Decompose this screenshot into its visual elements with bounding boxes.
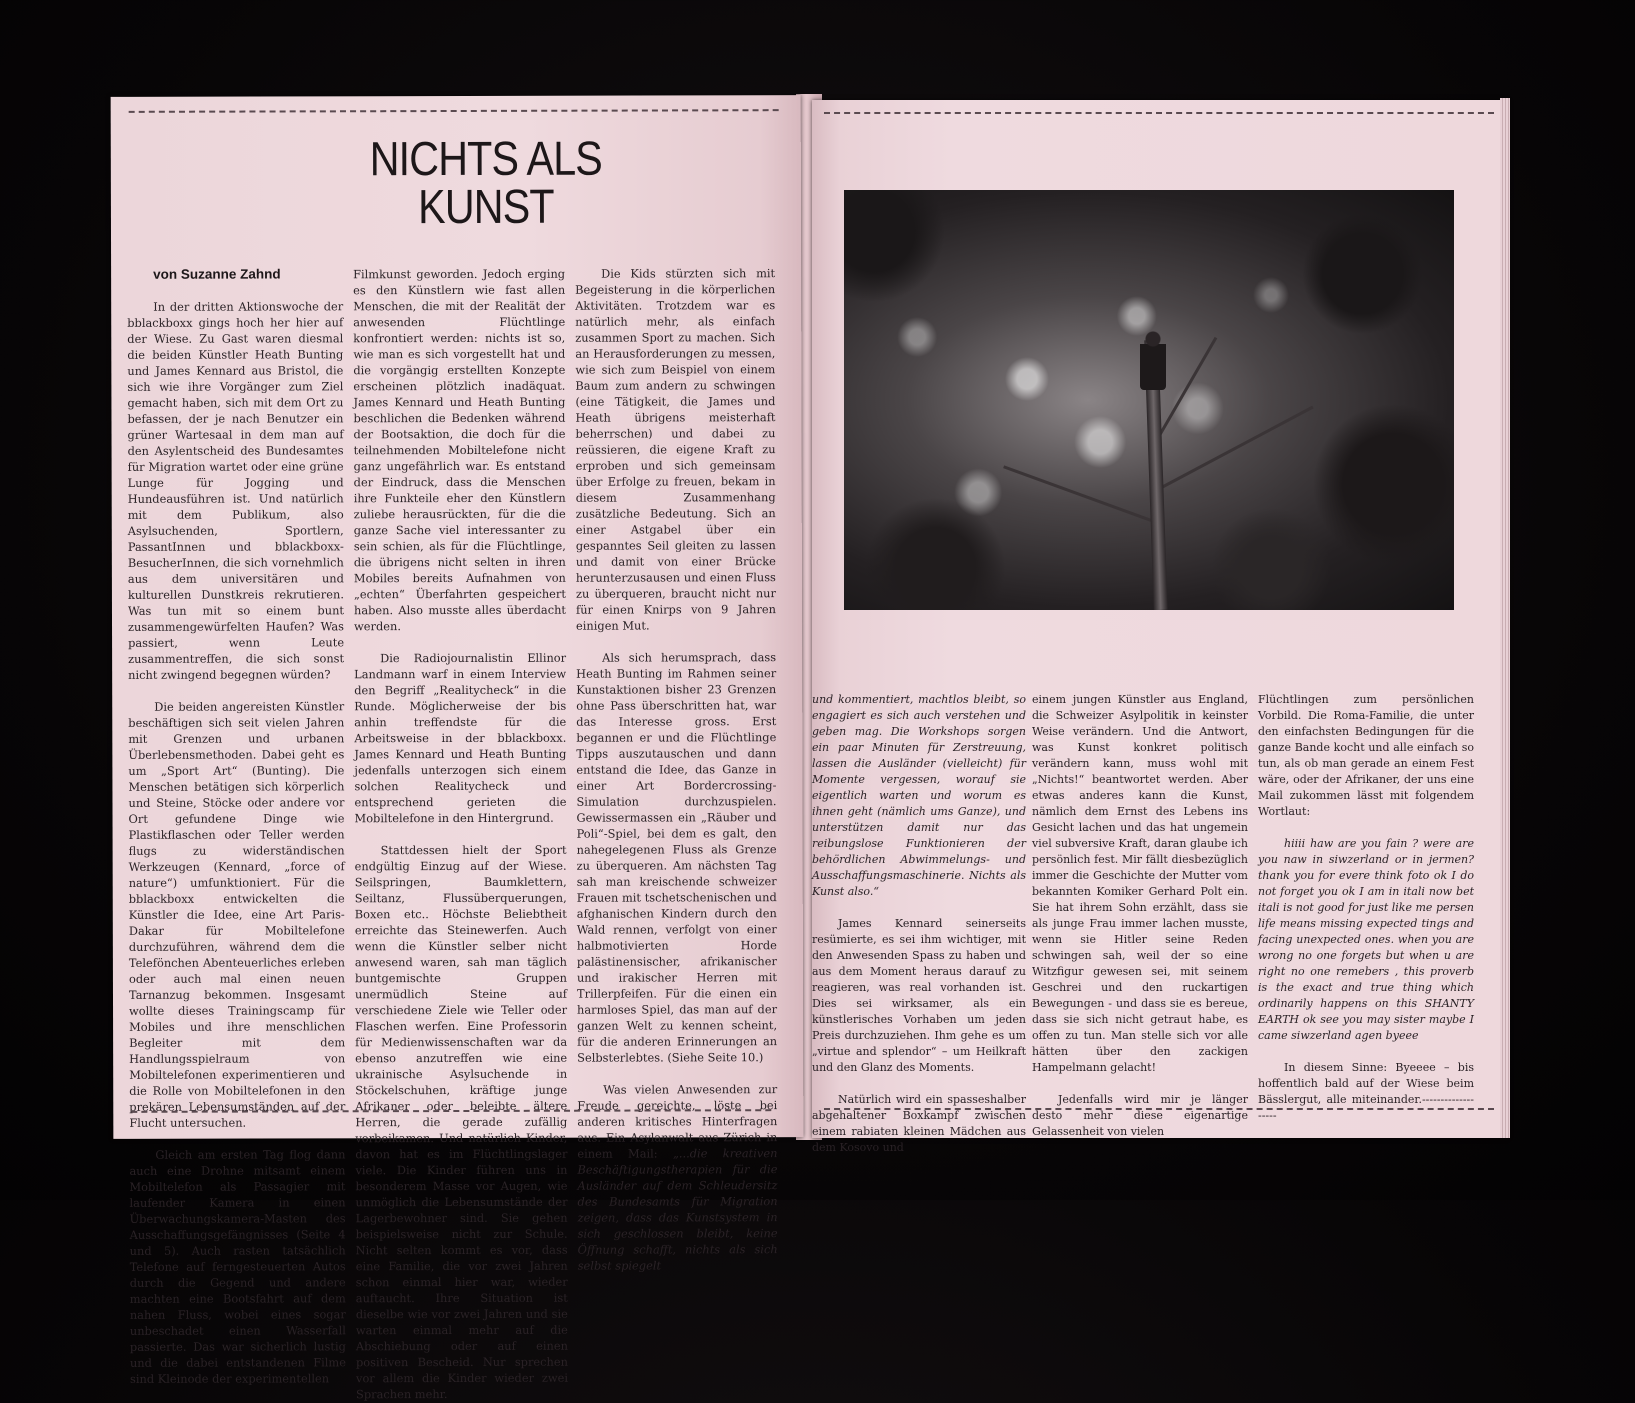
right-column-1 [812, 692, 1026, 1156]
quoted-mail: hiiii haw are you fain ? were are you naw in siwzerland or in jermen? thank you for evere think foto ok I do not forget you ok I am in itali now bet itali is not good for just like me persen life means missing expected tings and facing unexpected ones. when you are wrong no one forgets but when u are right no one remebers , this proverb is the exact and true thing which ordinarily happens on this SHANTY EARTH ok see you may sister maybe I came siwzerland agen byeee [1258, 837, 1474, 1042]
author-byline: von Suzanne Zahnd [153, 266, 281, 282]
article-title [301, 132, 671, 235]
quote-continuation: und kommentiert, machtlos bleibt, so engagiert es sich auch verstehen und geben mag. Die Workshops sorgen ein paar Minuten für Zerstreuung, lassen die Ausländer (vielleicht) für Momente vergessen, worauf sie eigentlich warten und worum es ihnen geht (nämlich ums Ganze), und unterstützen damit nur das reibungslose Funktionieren der behördlichen Abwimmelungs- und Ausschaffungsmaschinerie. Nichts als Kunst also.“ [812, 693, 1026, 898]
paragraph: Jedenfalls wird mir je länger desto mehr diese eigenartige Gelassenheit von vielen [1032, 1093, 1248, 1138]
photo-climbing-child [1140, 330, 1166, 390]
paragraph: Stattdessen hielt der Sport endgültig Einzug auf der Wiese. Seilspringen, Baumklettern, Seiltanz, Flussüberquerungen, Boxen etc.. Höchste Beliebtheit erreichte das Steinewerfen. Auch wenn die Künstler selber nicht anwesend waren, sah man täglich buntgemischte Gruppen unermüdlich Steine auf verschiedene Ziele wie Teller oder Flaschen werfen. Eine Professorin für Medienwissenschaften war da ebenso anzutreffen wie eine ukrainische Asylsuchende in Stöckelschuhen, kräftige junge Afrikaner oder beleibte ältere Herren, die gerade zufällig vorbeikamen. Und natürlich Kinder, davon hat es im Flüchtlingslager viele. Die Kinder führen uns in besonderem Masse vor Augen, wie unmöglich die Lebensumstände der Lagerbewohner sind. Sie gehen beispielsweise nicht zur Schule. Nicht selten kommt es vor, dass eine Familie, die vor zwei Jahren schon einmal hier war, wieder auftaucht. Ihre Situation ist dieselbe wie vor zwei Jahren und sie warten einmal mehr auf die Abschiebung oder auf einen positiven Bescheid. Nur sprechen vor allem die Kinder wieder zwei Sprachen mehr. [354, 842, 569, 1402]
quote-intro: Was vielen Anwesenden zur Freude gereichte, löste bei anderen kritisches Hinterfragen aus. Ein Asylanwalt aus Zürich in einem Mail: [577, 1082, 778, 1161]
left-column-3 [575, 265, 778, 1274]
left-column-2 [353, 266, 568, 1403]
paragraph: Die Kids stürzten sich mit Begeisterung in die körperlichen Aktivitäten. Trotzdem war es natürlich mehr, als einfach zusammen Sport zu machen. Sich an Herausforderungen zu messen, wie sich zum Beispiel von einem Baum zum andern zu schwingen (eine Tätigkeit, die James und Heath übrigens meisterhaft beherrschen) und dabei zu reüssieren, die eigene Kraft zu erproben und sich gemeinsam über Erfolge zu freuen, bekam in diesem Zusammenhang zusätzliche Bedeutung. Sich an einer Astgabel über ein gespanntes Seil gleiten zu lassen und damit von einer Brücke herunterzusausen und einen Fluss zu überqueren, braucht nicht nur für einen Knirps von 9 Jahren einigen Mut. [575, 266, 776, 633]
paragraph: James Kennard seinerseits resümierte, es sei ihm wichtiger, mit den Anwesenden Spass zu haben und aus dem Moment heraus darauf zu reagieren, was real vorhanden ist. Dies sei wirksamer, als ein künstlerisches Vorhaben um jeden Preis durchzuziehen. Ihm gehe es um „virtue and splendor“ – um Heilkraft und den Glanz des Moments. [812, 917, 1026, 1074]
closing-paragraph: In diesem Sinne: Byeeee – bis hoffentlich bald auf der Wiese beim Bässlergut, alle miteinander.------------------- [1258, 1061, 1474, 1122]
paragraph: Als sich herumsprach, dass Heath Bunting im Rahmen seiner Kunstaktionen bisher 23 Grenzen ohne Pass überschritten hat, war das Interesse gross. Erst begannen er und die Flüchtlinge Tipps auszutauschen und dann entstand die Idee, das Ganze in einer Art Bordercrossing-Simulation durchzuspielen. Gewissermassen ein „Räuber und Poli“-Spiel, bei dem es galt, den nahegelegenen Fluss als Grenze zu überqueren. Am nächsten Tag sah man kreischende schweizer Frauen mit tschetschenischen und afghanischen Kindern durch den Wald rennen, verfolgt von einer halbmotivierten Horde palästinensischer, afrikanischer und irakischer Herren mit Trillerpfeifen. Für die einen ein harmloses Spiel, das man auf der ganzen Welt zu kennen scheint, für die anderen Erinnerungen an Selbsterlebtes. (Siehe Seite 10.) [576, 650, 778, 1065]
title-line-1: NICHTS ALS [369, 132, 602, 187]
paragraph: Natürlich wird ein spasseshalber abgehaltener Boxkampf zwischen einem rabiaten kleinen Mädchen aus dem Kosovo und [812, 1093, 1026, 1154]
quote-italic: „...die kreativen Beschäftigungstherapien für die Ausländer auf dem Schleudersitz des Bundesamts für Migration zeigen, dass das Kunstsystem in sich geschlossen bleibt, keine Öffnung schafft, nichts als sich selbst spiegelt [577, 1146, 778, 1273]
paragraph: Die Radiojournalistin Ellinor Landmann warf in einem Interview den Begriff „Realitycheck“ in die Runde. Möglicherweise der bis anhin treffendste für die Arbeitsweise in der bblackboxx. James Kennard und Heath Bunting jedenfalls unterzogen sich einem solchen Realitycheck und entsprechend gerieten die Mobiltelefone in den Hintergrund. [354, 650, 567, 826]
title-line-2: KUNST [418, 180, 554, 235]
top-dashed-rule [824, 112, 1494, 114]
paragraph: Die beiden angereisten Künstler beschäftigen sich seit vielen Jahren mit Grenzen und urbanen Überlebensmethoden. Dabei geht es um „Sport Art“ (Bunting). Die Menschen betätigen sich körperlich und Steine, Stöcke oder andere vor Ort gefundene Dinge wie Plastikflaschen oder Teller werden flugs zu widerständischen Werkzeugen (Kennard, „force of nature“) umfunktioniert. Für die bblackboxx entwickelten die Künstler die Idee, eine Art Paris-Dakar für Mobiltelefone durchzuführen, während dem die Telefönchen Abenteuerliches erleben oder auch mal einen neuen Tarnanzug bekommen. Insgesamt wollte dieses Trainingscamp für Mobiles und ihre menschlichen Begleiter mit dem Handlungsspielraum von Mobiltelefonen experimentieren und die Rolle von Mobiltelefonen in den prekären Lebensumständen auf der Flucht untersuchen. [128, 699, 346, 1130]
top-dashed-rule [129, 109, 779, 113]
paragraph: einem jungen Künstler aus England, die Schweizer Asylpolitik in keinster Weise verändern. Und die Antwort, was Kunst konkret politisch verändern kann, muss wohl mit „Nichts!“ beantwortet werden. Aber etwas anderes kann die Kunst, nämlich dem Ernst des Lebens ins Gesicht lachen und das hat ungemein viel subversive Kraft, daran glaube ich persönlich fest. Mir fällt diesbezüglich immer die Geschichte der Mutter vom bekannten Komiker Gerhard Polt ein. Sie hat ihrem Sohn erzählt, dass sie als junge Frau immer lachen musste, wenn sie Hitler seine Reden schwingen sah, weil der so eine Witzfigur gewesen sei, mit seinem Geschrei und den ruckartigen Bewegungen - und dass sie es bereue, dass sie sich nicht getraut habe, es offen zu tun. Man stelle sich vor alle hätten über den zackigen Hampelmann gelacht! [1032, 693, 1248, 1074]
bottom-dashed-rule [824, 1108, 1494, 1110]
right-column-2 [1032, 692, 1248, 1140]
paragraph: In der dritten Aktionswoche der bblackboxx gings hoch her hier auf der Wiese. Zu Gast waren diesmal die beiden Künstler Heath Bunting und James Kennard aus Bristol, die sich wie ihre Vorgänger zum Ziel gemacht haben, sich mit dem Ort zu befassen, der je nach Benutzer ein grüner Wartesaal in dem man auf den Asylentscheid des Bundesamtes für Migration wartet oder eine grüne Lunge für Jogging und Hundeausführen ist. Und natürlich mit dem Publikum, also Asylsuchenden, Sportlern, PassantInnen und bblackboxx-BesucherInnen, die sich vornehmlich aus dem universitären und kulturellen Dunstkreis rekrutieren. Was tun mit so einem bunt zusammengewürfelten Haufen? Was passiert, wenn Leute zusammentreffen, die sich sonst nicht zwingend begegnen würden? [127, 299, 345, 682]
tree-photo [844, 190, 1454, 610]
paragraph: Gleich am ersten Tag flog dann auch eine Drohne mitsamt einem Mobiltelefon als Passagier mit laufender Kamera in einen Überwachungskamera-Masten des Ausschaffungsgefängnisses (Seite 4 und 5). Auch rasten tatsächlich Telefone auf ferngesteuerten Autos durch die Gegend und andere machten eine Bootsfahrt auf dem nahen Fluss, wobei eines sogar unbeschadet einen Wasserfall passierte. Das war sicherlich lustig und die dabei entstandenen Filme sind Kleinode der experimentellen [129, 1147, 346, 1386]
left-column-1 [127, 266, 346, 1387]
right-page [812, 100, 1508, 1154]
left-page [111, 95, 804, 1402]
paragraph: Flüchtlingen zum persönlichen Vorbild. Die Roma-Familie, die unter den einfachsten Bedingungen für die ganze Bande kocht und alle einfach so tun, als ob man gerade an einem Fest wäre, oder der Afrikaner, der uns eine Mail zukommen lässt mit folgendem Wortlaut: [1258, 693, 1474, 818]
right-column-3 [1258, 692, 1474, 1124]
page-edges [1500, 98, 1510, 1138]
paragraph: Filmkunst geworden. Jedoch erging es den Künstlern wie fast allen Menschen, die mit der Realität der anwesenden Flüchtlinge konfrontiert werden: nichts ist so, wie man es sich vorgestellt hat und die vorgängig erstellten Konzepte erscheinen plötzlich inadäquat. James Kennard und Heath Bunting beschlichen die Bedenken während der Bootsaktion, die doch für die teilnehmenden Mobiltelefone nicht ganz ungefährlich war. Es entstand der Eindruck, dass die Menschen ihre Funkteile eher den Künstlern zuliebe herausrückten, für die die ganze Sache viel interessanter zu sein schien, als für die Flüchtlinge, die übrigens nicht selten in ihren Mobiles bereits Aufnahmen von „echten“ Überfahrten gespeichert haben. Also musste alles überdacht werden. [353, 266, 566, 634]
